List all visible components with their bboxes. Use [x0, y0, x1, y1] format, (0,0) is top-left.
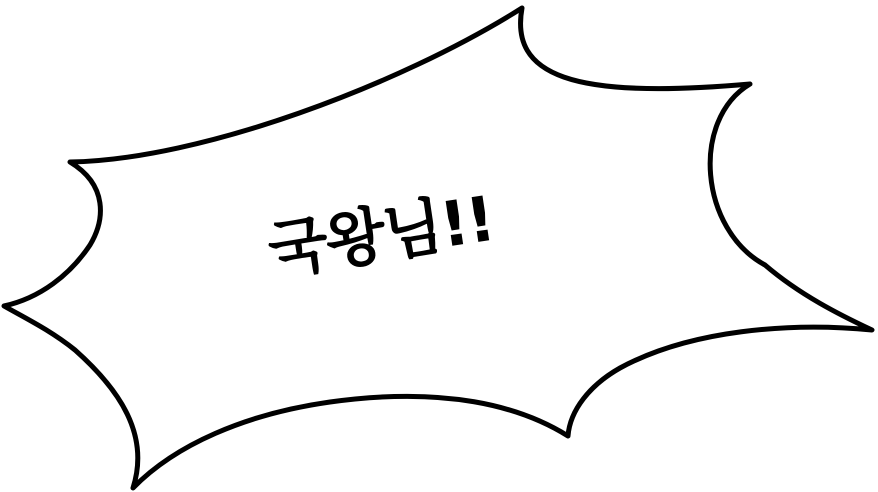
- bubble-text: 국왕님!!: [263, 181, 498, 288]
